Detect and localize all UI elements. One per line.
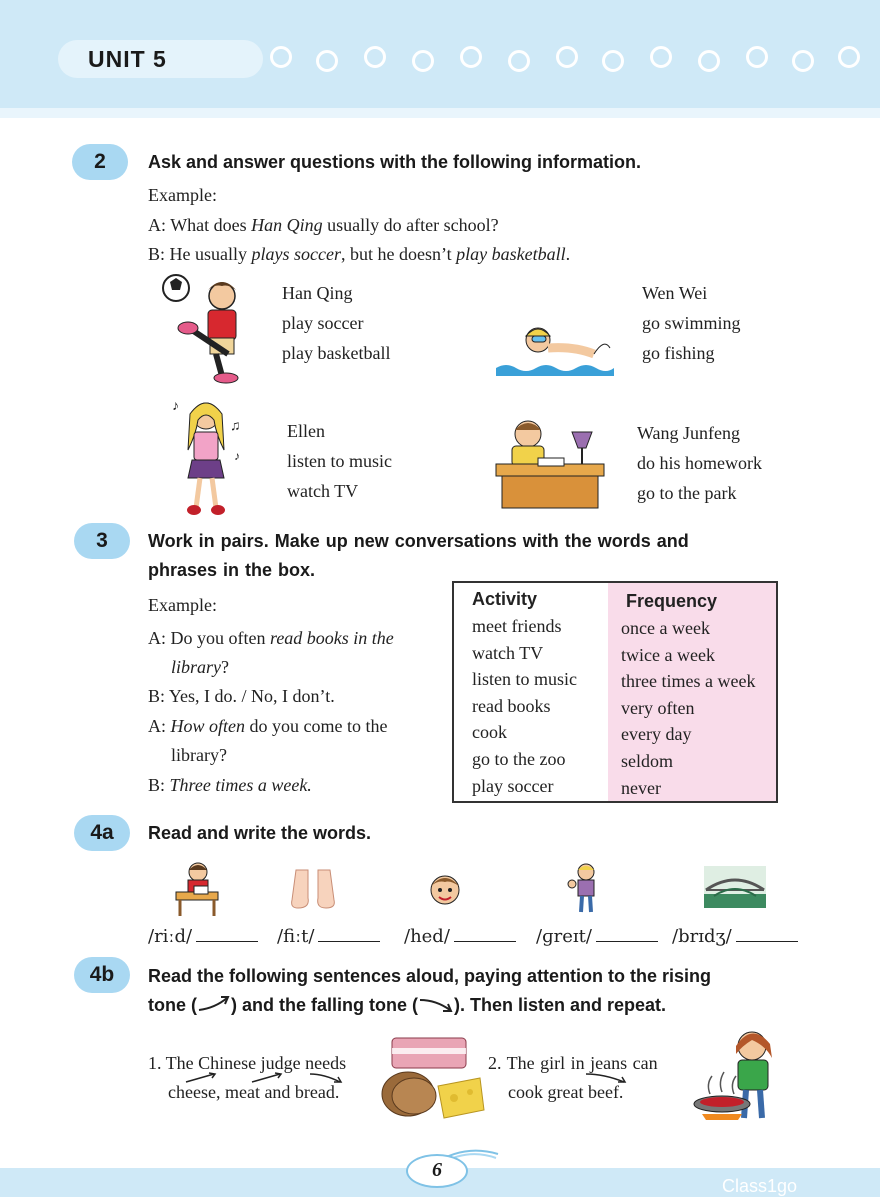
frequency-item: very often bbox=[621, 697, 695, 718]
intonation-arrows-1 bbox=[182, 1070, 352, 1084]
svg-text:♪: ♪ bbox=[234, 449, 240, 463]
sentence-1-line-1: 1. The Chinese judge needs bbox=[148, 1053, 347, 1073]
header-strip bbox=[0, 108, 880, 118]
section-number-3: 3 bbox=[74, 523, 130, 559]
frequency-item: never bbox=[621, 777, 661, 798]
person-ellen: Ellen listen to music watch TV bbox=[287, 421, 392, 501]
activity-item: watch TV bbox=[472, 642, 544, 663]
activity-item: play soccer bbox=[472, 775, 554, 796]
decorative-rings bbox=[0, 0, 880, 100]
bridge-icon bbox=[704, 866, 766, 908]
head-icon bbox=[428, 872, 462, 908]
sentence-2-line-1: 2. The girl in jeans can bbox=[488, 1053, 658, 1073]
soccer-boy-icon bbox=[152, 272, 256, 384]
person-han-qing: Han Qing play soccer play basketball bbox=[282, 283, 391, 363]
frequency-item: three times a week bbox=[621, 671, 756, 692]
activity-item: go to the zoo bbox=[472, 748, 566, 769]
homework-boy-icon bbox=[494, 412, 606, 512]
svg-text:♪: ♪ bbox=[172, 399, 179, 414]
section3-example-label: Example: bbox=[148, 595, 217, 615]
activity-item: listen to music bbox=[472, 669, 577, 690]
frequency-item: twice a week bbox=[621, 644, 715, 665]
watermark: Class1go bbox=[722, 1176, 798, 1196]
section3-dialogue-a2-cont: library? bbox=[171, 745, 227, 765]
section2-example-b: B: He usually plays soccer, but he doesn’t play basketball. bbox=[148, 244, 571, 264]
intonation-arrow-2 bbox=[580, 1070, 640, 1084]
cooking-girl-icon bbox=[692, 1024, 786, 1122]
activity-header: Activity bbox=[472, 589, 538, 609]
ipa-item: /fiːt/ bbox=[277, 926, 380, 947]
swimmer-icon bbox=[494, 318, 616, 378]
answer-blank[interactable] bbox=[196, 927, 258, 942]
sentence-1-line-2: cheese, meat and bread. bbox=[168, 1082, 340, 1102]
answer-blank[interactable] bbox=[318, 927, 380, 942]
section3-dialogue-b2: B: Three times a week. bbox=[148, 775, 312, 795]
ipa-item: /brɪdʒ/ bbox=[672, 926, 798, 947]
person-wen-wei: Wen Wei go swimming go fishing bbox=[642, 283, 741, 363]
section3-dialogue-a1: A: Do you often read books in the bbox=[148, 628, 394, 648]
section3-heading: Work in pairs. Make up new conversations with the words and phrases in the box. bbox=[148, 531, 689, 580]
music-girl-icon bbox=[168, 390, 248, 518]
ipa-item: /hed/ bbox=[404, 926, 516, 947]
ipa-item: /ɡreɪt/ bbox=[536, 926, 658, 947]
section-number-4a: 4a bbox=[74, 815, 130, 851]
section4a-heading: Read and write the words. bbox=[148, 823, 372, 843]
answer-blank[interactable] bbox=[736, 927, 798, 942]
section4b-heading: Read the following sentences aloud, paying attention to the rising tone ( ) and the falling tone ( ). Then listen and repeat. bbox=[148, 966, 712, 1015]
activity-item: meet friends bbox=[472, 616, 562, 636]
section3-dialogue-b1: B: Yes, I do. / No, I don’t. bbox=[148, 686, 335, 706]
rising-tone-arrow-icon bbox=[197, 994, 231, 1014]
section2-example-label: Example: bbox=[148, 185, 217, 205]
person-wang-junfeng: Wang Junfeng do his homework go to the park bbox=[637, 423, 762, 503]
section2-heading: Ask and answer questions with the following information. bbox=[148, 152, 642, 172]
section3-dialogue-a1-cont: library? bbox=[171, 657, 230, 677]
svg-text:♫: ♫ bbox=[230, 419, 241, 434]
frequency-item: once a week bbox=[621, 618, 710, 638]
unit-title: UNIT 5 bbox=[88, 46, 167, 72]
answer-blank[interactable] bbox=[454, 927, 516, 942]
frequency-item: every day bbox=[621, 724, 692, 745]
reading-child-icon bbox=[172, 860, 222, 918]
activity-item: read books bbox=[472, 695, 551, 716]
feet-icon bbox=[288, 868, 338, 912]
activity-item: cook bbox=[472, 722, 507, 743]
section3-dialogue-a2: A: How often do you come to the bbox=[148, 716, 388, 736]
frequency-list bbox=[621, 615, 755, 801]
answer-blank[interactable] bbox=[596, 927, 658, 942]
activity-list bbox=[472, 613, 577, 799]
frequency-header: Frequency bbox=[626, 591, 718, 611]
section2-example-a: A: What does Han Qing usually do after school? bbox=[148, 215, 499, 235]
sentence-2-line-2: cook great beef. bbox=[508, 1082, 624, 1102]
falling-tone-arrow-icon bbox=[418, 994, 454, 1014]
ipa-item: /riːd/ bbox=[148, 926, 258, 947]
frequency-item: seldom bbox=[621, 750, 673, 771]
thumbs-up-boy-icon bbox=[566, 862, 600, 914]
food-icon bbox=[374, 1034, 486, 1120]
section-number-4b: 4b bbox=[74, 957, 130, 993]
section-number-2: 2 bbox=[72, 144, 128, 180]
page-number: 6 bbox=[432, 1159, 442, 1181]
